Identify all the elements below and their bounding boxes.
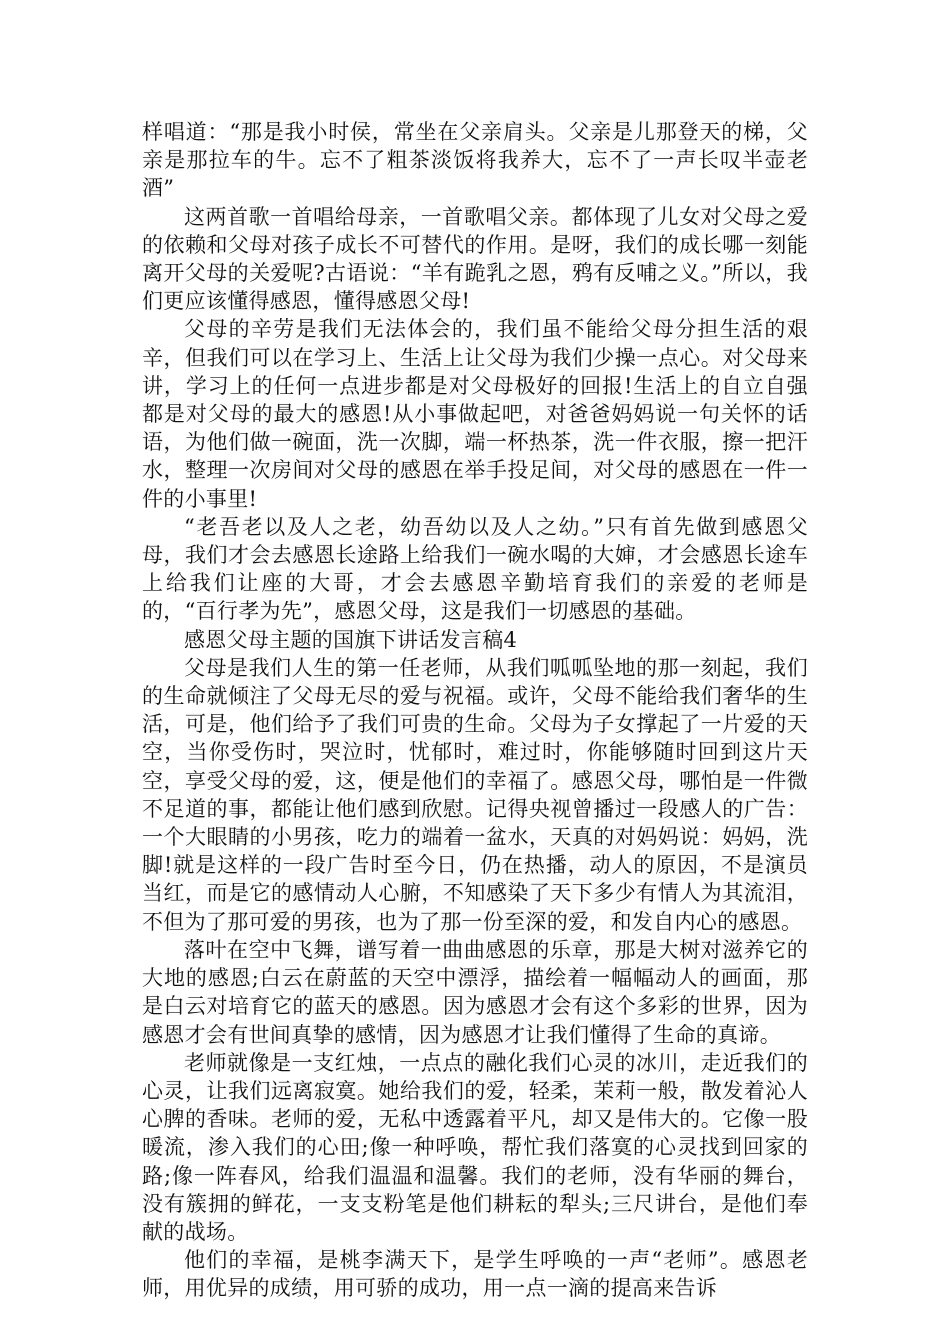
paragraph: 这两首歌一首唱给母亲，一首歌唱父亲。都体现了儿女对父母之爱的依赖和父母对孩子成长不可替代的作用。是呀，我们的成长哪一刻能离开父母的关爱呢?古语说：“羊有跪乳之恩，鸦有反哺之义。”所以，我们更应该懂得感恩，懂得感恩父母! (142, 204, 808, 314)
paragraph: 父母的辛劳是我们无法体会的，我们虽不能给父母分担生活的艰辛，但我们可以在学习上、生活上让父母为我们少操一点心。对父母来讲，学习上的任何一点进步都是对父母极好的回报!生活上的自立自强都是对父母的最大的感恩!从小事做起吧，对爸爸妈妈说一句关怀的话语，为他们做一碗面，洗一次脚，端一杯热茶，洗一件衣服，擦一把汗水，整理一次房间对父母的感恩在举手投足间，对父母的感恩在一件一件的小事里! (142, 317, 808, 511)
paragraph: 老师就像是一支红烛，一点点的融化我们心灵的冰川，走近我们的心灵，让我们远离寂寞。她给我们的爱，轻柔，茉莉一般，散发着沁人心脾的香味。老师的爱，无私中透露着平凡，却又是伟大的。它像一股暖流，渗入我们的心田;像一种呼唤，帮忙我们落寞的心灵找到回家的路;像一阵春风，给我们温温和温馨。我们的老师，没有华丽的舞台，没有簇拥的鲜花，一支支粉笔是他们耕耘的犁头;三尺讲台，是他们奉献的战场。 (142, 1050, 808, 1244)
paragraph: 样唱道：“那是我小时侯，常坐在父亲肩头。父亲是儿那登天的梯，父亲是那拉车的牛。忘不了粗茶淡饭将我养大，忘不了一声长叹半壶老酒” (142, 120, 808, 201)
paragraph: 落叶在空中飞舞，谱写着一曲曲感恩的乐章，那是大树对滋养它的大地的感恩;白云在蔚蓝的天空中漂浮，描绘着一幅幅动人的画面，那是白云对培育它的蓝天的感恩。因为感恩才会有这个多彩的世界，因为感恩才会有世间真挚的感情，因为感恩才让我们懂得了生命的真谛。 (142, 937, 808, 1047)
paragraph: “老吾老以及人之老，幼吾幼以及人之幼。”只有首先做到感恩父母，我们才会去感恩长途路上给我们一碗水喝的大婶，才会感恩长途车上给我们让座的大哥，才会去感恩辛勤培育我们的亲爱的老师是的，“百行孝为先”，感恩父母，这是我们一切感恩的基础。 (142, 514, 808, 624)
paragraph: 他们的幸福，是桃李满天下，是学生呼唤的一声“老师”。感恩老师，用优异的成绩，用可骄的成功，用一点一滴的提高来告诉 (142, 1248, 808, 1301)
section-heading: 感恩父母主题的国旗下讲话发言稿4 (184, 627, 518, 652)
document-body (142, 118, 808, 1303)
paragraph: 父母是我们人生的第一任老师，从我们呱呱坠地的那一刻起，我们的生命就倾注了父母无尽的爱与祝福。或许，父母不能给我们奢华的生活，可是，他们给予了我们可贵的生命。父母为子女撑起了一片爱的天空，当你受伤时，哭泣时，忧郁时，难过时，你能够随时回到这片天空，享受父母的爱，这，便是他们的幸福了。感恩父母，哪怕是一件微不足道的事，都能让他们感到欣慰。记得央视曾播过一段感人的广告：一个大眼睛的小男孩，吃力的端着一盆水，天真的对妈妈说：妈妈，洗脚!就是这样的一段广告时至今日，仍在热播，动人的原因，不是演员当红，而是它的感情动人心腑，不知感染了天下多少有情人为其流泪，不但为了那可爱的男孩，也为了那一份至深的爱，和发自内心的感恩。 (142, 655, 808, 934)
